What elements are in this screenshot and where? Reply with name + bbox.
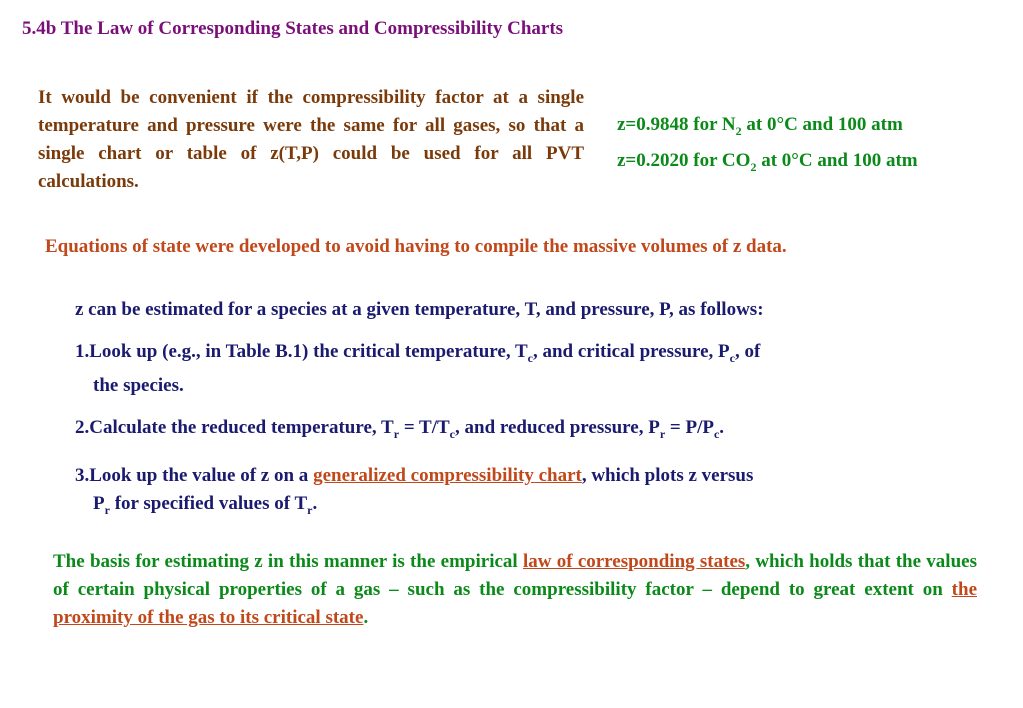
step-2: 2.Calculate the reduced temperature, $T_r = T/T_c$, and reduced pressure, $P_r = P/P_c$. <box>75 416 725 441</box>
intro-paragraph: It would be convenient if the compressibility factor at a single temperature and pressure were the same for all gases, so that a single chart or table of z(T,P) could be used for all PVT calculations. <box>38 87 584 192</box>
basis-paragraph: The basis for estimating z in this manner is the empirical law of corresponding states, which holds that the values of certain physical properties of a gas – such as the compressibility factor – depend to great extent on the proximity of the gas to its critical state. <box>53 551 977 628</box>
eos-statement: Equations of state were developed to avoid having to compile the massive volumes of z data. <box>45 236 787 257</box>
step-1-continuation: the species. <box>93 374 184 396</box>
generalized-compressibility-chart-link[interactable]: generalized compressibility chart <box>313 464 582 486</box>
procedure-lead: z can be estimated for a species at a given temperature, T, and pressure, P, as follows: <box>75 299 764 320</box>
step-1: 1.Look up (e.g., in Table B.1) the critical temperature, $T_c$, and critical pressure, $P_c$, of <box>75 341 761 365</box>
step-3: 3.Look up the value of z on a generalized compressibility chart, which plots z versus <box>75 464 754 486</box>
z-values-block <box>617 110 918 182</box>
z-value-n2: z=0.9848 for $N_2$ at 0°C and 100 atm <box>617 114 903 138</box>
page-title: 5.4b The Law of Corresponding States and Compressibility Charts <box>22 18 564 39</box>
step-3-continuation: $P_r$ for specified values of $T_r$. <box>93 492 318 517</box>
procedure-list <box>75 296 955 523</box>
law-of-corresponding-states-link[interactable]: law of corresponding states <box>522 551 746 572</box>
critical-state-proximity-link[interactable]: the proximity of the gas to its critical state <box>53 579 977 628</box>
z-value-co2: z=0.2020 for $CO_2$ at 0°C and 100 atm <box>617 149 918 174</box>
